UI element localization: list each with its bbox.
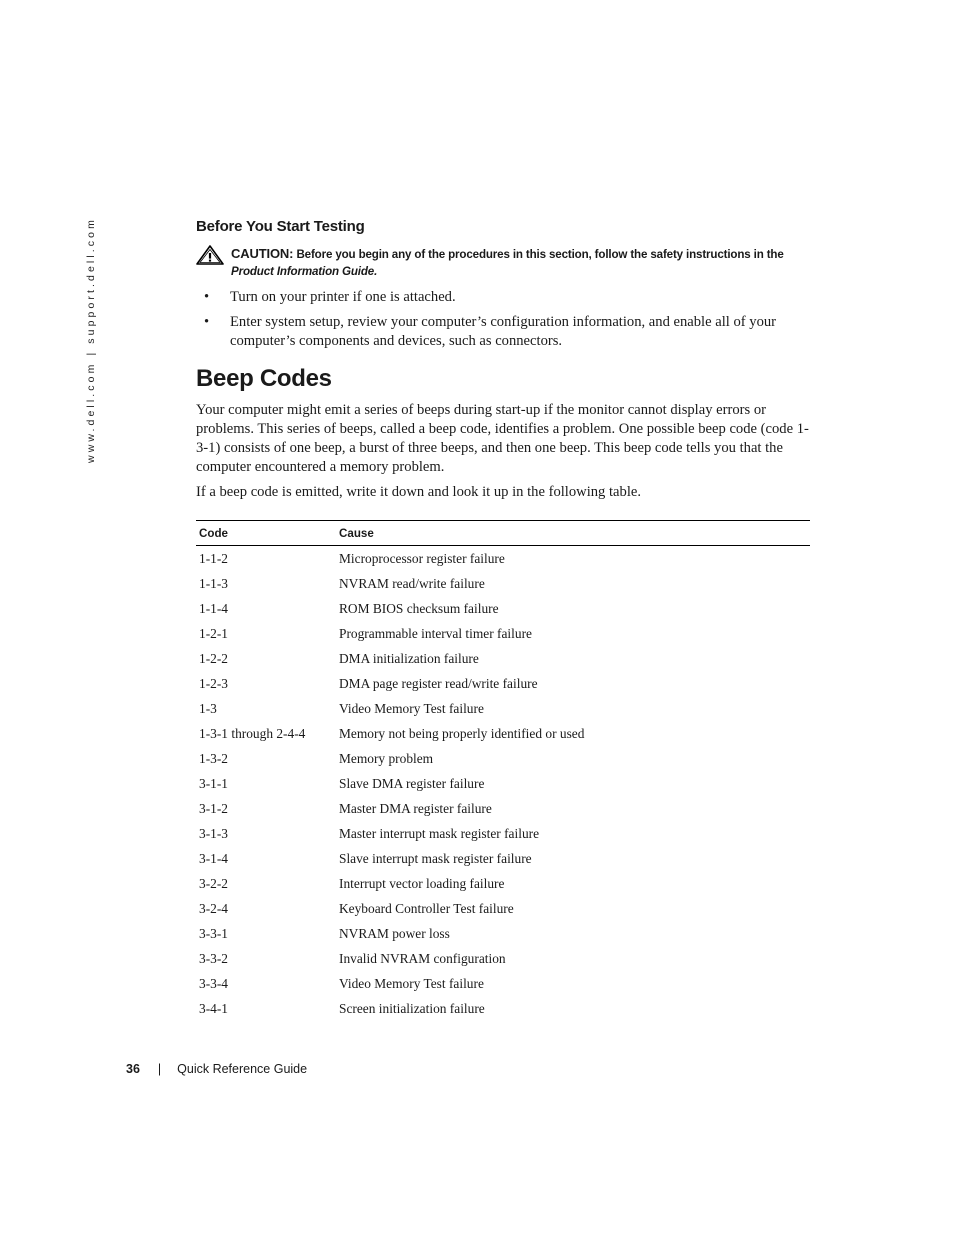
table-row	[196, 896, 810, 921]
cause-cell: Keyboard Controller Test failure	[339, 900, 514, 916]
page-content	[196, 218, 810, 1021]
cause-cell: DMA initialization failure	[339, 650, 479, 666]
code-cell: 1-2-3	[199, 675, 229, 691]
table-header-row	[196, 521, 810, 546]
table-row	[196, 671, 810, 696]
table-row	[196, 996, 810, 1021]
table-row	[196, 921, 810, 946]
table-row	[196, 646, 810, 671]
cause-cell: DMA page register read/write failure	[339, 675, 538, 691]
list-item	[196, 313, 810, 351]
table-row	[196, 571, 810, 596]
list-item-text: Turn on your printer if one is attached.	[230, 289, 456, 305]
caution-message: Before you begin any of the procedures in this section, follow the safety instructions in the	[296, 248, 784, 261]
table-row	[196, 596, 810, 621]
code-cell: 1-1-3	[199, 575, 229, 591]
pre-test-steps-list	[196, 288, 810, 351]
code-cell: 1-3-2	[199, 750, 229, 766]
cause-cell: NVRAM power loss	[339, 925, 450, 941]
table-row	[196, 621, 810, 646]
cause-cell: Video Memory Test failure	[339, 975, 484, 991]
caution-notice	[196, 245, 810, 280]
cause-cell: Video Memory Test failure	[339, 700, 484, 716]
table-row	[196, 971, 810, 996]
code-cell: 3-3-2	[199, 950, 229, 966]
caution-text	[231, 245, 810, 280]
bullet-icon: •	[204, 289, 210, 305]
code-cell: 1-2-2	[199, 650, 229, 666]
page-number: 36	[126, 1062, 140, 1076]
page-title-beep-codes: Beep Codes	[196, 365, 332, 392]
cause-cell: Slave interrupt mask register failure	[339, 850, 532, 866]
warning-triangle-icon	[196, 245, 224, 265]
table-row	[196, 546, 810, 572]
table-row	[196, 696, 810, 721]
table-row	[196, 746, 810, 771]
code-cell: 3-3-1	[199, 925, 229, 941]
cause-cell: Microprocessor register failure	[339, 550, 505, 566]
table-row	[196, 721, 810, 746]
beep-codes-table	[196, 520, 810, 1021]
code-cell: 1-2-1	[199, 625, 229, 641]
instruction-paragraph: If a beep code is emitted, write it down and look it up in the following table.	[196, 484, 642, 500]
footer-separator: |	[157, 1062, 162, 1076]
cause-cell: Master DMA register failure	[339, 800, 492, 816]
code-cell: 3-2-4	[199, 900, 229, 916]
code-cell: 1-1-4	[199, 600, 229, 616]
cause-cell: ROM BIOS checksum failure	[339, 600, 499, 616]
code-cell: 3-3-4	[199, 975, 229, 991]
table-row	[196, 771, 810, 796]
code-cell: 3-1-2	[199, 800, 229, 816]
sidebar-url	[80, 217, 102, 463]
cause-cell: Master interrupt mask register failure	[339, 825, 540, 841]
column-header-code: Code	[196, 521, 336, 546]
cause-cell: Memory not being properly identified or used	[339, 725, 585, 741]
section-heading-before-testing: Before You Start Testing	[196, 218, 365, 235]
code-cell: 3-1-1	[199, 775, 229, 791]
table-row	[196, 796, 810, 821]
bullet-icon: •	[204, 314, 210, 330]
cause-cell: NVRAM read/write failure	[339, 575, 485, 591]
cause-cell: Invalid NVRAM configuration	[339, 950, 506, 966]
code-cell: 1-3-1 through 2-4-4	[199, 725, 306, 741]
guide-title: Quick Reference Guide	[177, 1062, 308, 1076]
page-footer	[126, 1062, 307, 1076]
cause-cell: Interrupt vector loading failure	[339, 875, 505, 891]
code-cell: 3-1-3	[199, 825, 229, 841]
beep-codes-table-body	[196, 546, 810, 1022]
table-row	[196, 846, 810, 871]
table-row	[196, 946, 810, 971]
cause-cell: Memory problem	[339, 750, 434, 766]
cause-cell: Screen initialization failure	[339, 1000, 485, 1016]
table-row	[196, 821, 810, 846]
caution-reference: Product Information Guide.	[231, 265, 378, 278]
table-row	[196, 871, 810, 896]
list-item-text: Enter system setup, review your computer’s configuration information, and enable all of your computer’s components and devices, such as connectors.	[230, 314, 777, 349]
cause-cell: Slave DMA register failure	[339, 775, 485, 791]
intro-paragraph: Your computer might emit a series of beeps during start-up if the monitor cannot display errors or problems. This series of beeps, called a beep code, identifies a problem. One possible beep code (code 1-3-1) consists of one beep, a burst of three beeps, and then one beep. This beep code tells you that the computer encountered a memory problem.	[196, 402, 809, 475]
column-header-cause: Cause	[336, 521, 810, 546]
code-cell: 3-2-2	[199, 875, 229, 891]
code-cell: 1-1-2	[199, 550, 229, 566]
caution-label: CAUTION:	[231, 246, 294, 261]
code-cell: 1-3	[199, 700, 217, 716]
cause-cell: Programmable interval timer failure	[339, 625, 532, 641]
code-cell: 3-4-1	[199, 1000, 229, 1016]
list-item	[196, 288, 810, 307]
sidebar-url-text: www.dell.com | support.dell.com	[85, 217, 98, 463]
code-cell: 3-1-4	[199, 850, 229, 866]
